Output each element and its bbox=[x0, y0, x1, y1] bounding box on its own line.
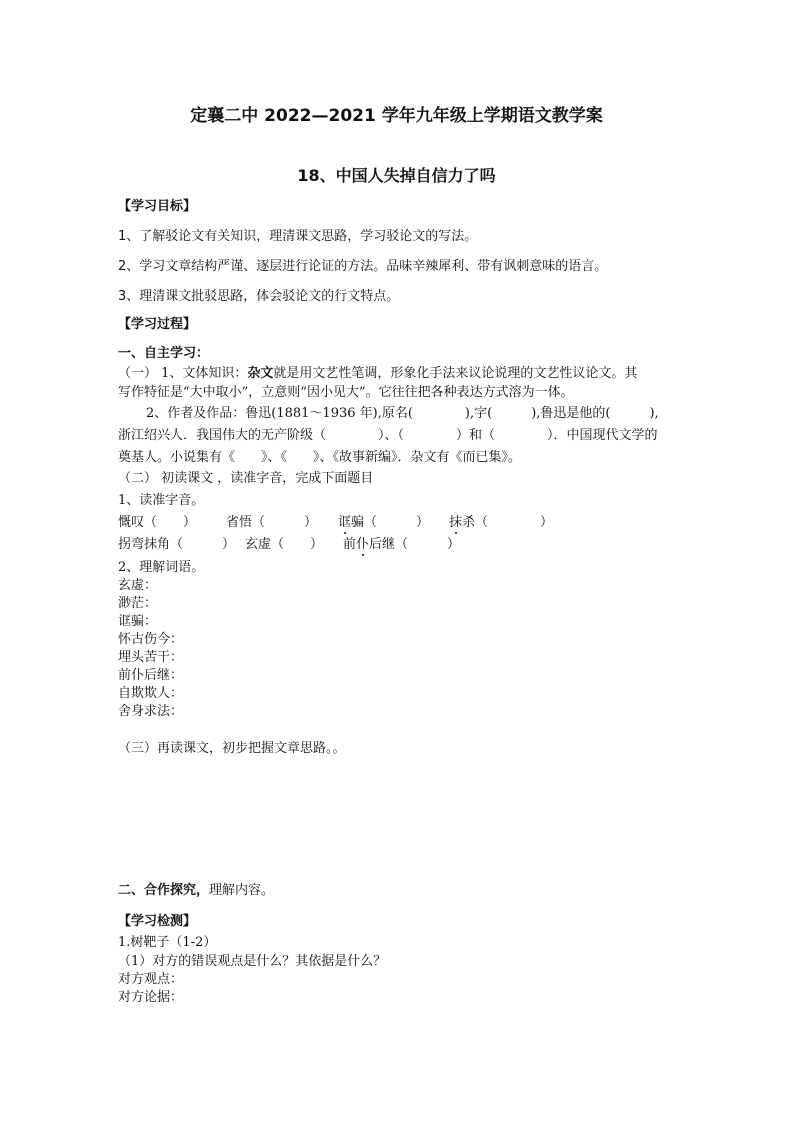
genre-term: 杂文 bbox=[247, 366, 274, 381]
check-heading: 【学习检测】 bbox=[118, 914, 197, 929]
vocab-item: 诓骗： bbox=[118, 614, 158, 629]
process-heading: 【学习过程】 bbox=[118, 317, 197, 332]
pinyin-item: 省悟（ ） bbox=[226, 515, 318, 530]
author-line3: 奠基人。小说集有《 》、《 》、《故事新编》．杂文有《而已集》。 bbox=[118, 450, 522, 465]
lesson-subtitle: 18、中国人失掉自信力了吗 bbox=[297, 166, 496, 185]
step2-heading: （二） 初读课文 ，读准字音，完成下面题目 bbox=[118, 471, 374, 486]
pinyin-item: 慨叹（ ） bbox=[118, 515, 197, 530]
step3-heading: （三）再读课文，初步把握文章思路。。 bbox=[118, 741, 346, 756]
genre-prefix: （一） 1、文体知识： bbox=[118, 366, 248, 381]
goal-item: 3、理清课文批驳思路，体会驳论文的行文特点。 bbox=[118, 289, 400, 304]
vocab-item: 玄虚： bbox=[118, 578, 158, 593]
vocab-item: 自欺欺人： bbox=[118, 686, 184, 701]
vocab-item: 舍身求法： bbox=[118, 704, 184, 719]
vocab-heading: 2、理解词语。 bbox=[118, 560, 205, 575]
pinyin-item: 诓骗（ ） bbox=[338, 515, 430, 530]
author-line1: 2、作者及作品：鲁迅(1881～1936 年),原名( ),字( ),鲁迅是他的( ), bbox=[146, 406, 659, 421]
pronunciation-heading: 1、读准字音。 bbox=[118, 493, 205, 508]
part2-heading: 二、合作探究，理解内容。 bbox=[118, 883, 275, 898]
genre-definition: 就是用文艺性笔调，形象化手法来议论说理的文艺性议论文。其 bbox=[273, 366, 638, 381]
goal-item: 2、学习文章结构严谨、逐层进行论证的方法。品味辛辣犀利、带有讽刺意味的语言。 bbox=[118, 259, 608, 274]
goals-heading: 【学习目标】 bbox=[118, 199, 197, 214]
question-title: 1.树靶子（1-2） bbox=[118, 935, 217, 950]
marked-character: 诓 bbox=[338, 515, 352, 530]
marked-character: 抹 bbox=[449, 515, 463, 530]
pinyin-item: 玄虚（ ） bbox=[245, 537, 324, 552]
question-1: （1）对方的错误观点是什么？其依据是什么？ bbox=[118, 954, 387, 969]
vocab-item: 前仆后继： bbox=[118, 668, 184, 683]
vocab-item: 怀古伤今： bbox=[118, 632, 184, 647]
goal-item: 1、了解驳论文有关知识，理清课文思路，学习驳论文的写法。 bbox=[118, 229, 478, 244]
answer-label: 对方观点： bbox=[118, 972, 184, 987]
pinyin-item: 前仆后继（ ） bbox=[343, 537, 461, 552]
pinyin-item: 拐弯抹角（ ） bbox=[118, 537, 236, 552]
part1-heading: 一、自主学习： bbox=[118, 346, 210, 361]
vocab-item: 埋头苦干： bbox=[118, 650, 184, 665]
marked-character: 仆 bbox=[356, 537, 370, 552]
genre-knowledge-line2: 写作特征是“大中取小”，立意则“因小见大”。它往往把各种表达方式溶为一体。 bbox=[118, 385, 574, 400]
answer-label: 对方论据： bbox=[118, 990, 184, 1005]
genre-knowledge-line1 bbox=[118, 366, 637, 382]
page-title: 定襄二中 2022—2021 学年九年级上学期语文教学案 bbox=[190, 106, 603, 126]
author-line2: 浙江绍兴人．我国伟大的无产阶级（ ）、（ ）和（ ）．中国现代文学的 bbox=[118, 428, 658, 443]
vocab-item: 渺茫： bbox=[118, 596, 158, 611]
pinyin-item: 抹杀（ ） bbox=[449, 515, 554, 530]
